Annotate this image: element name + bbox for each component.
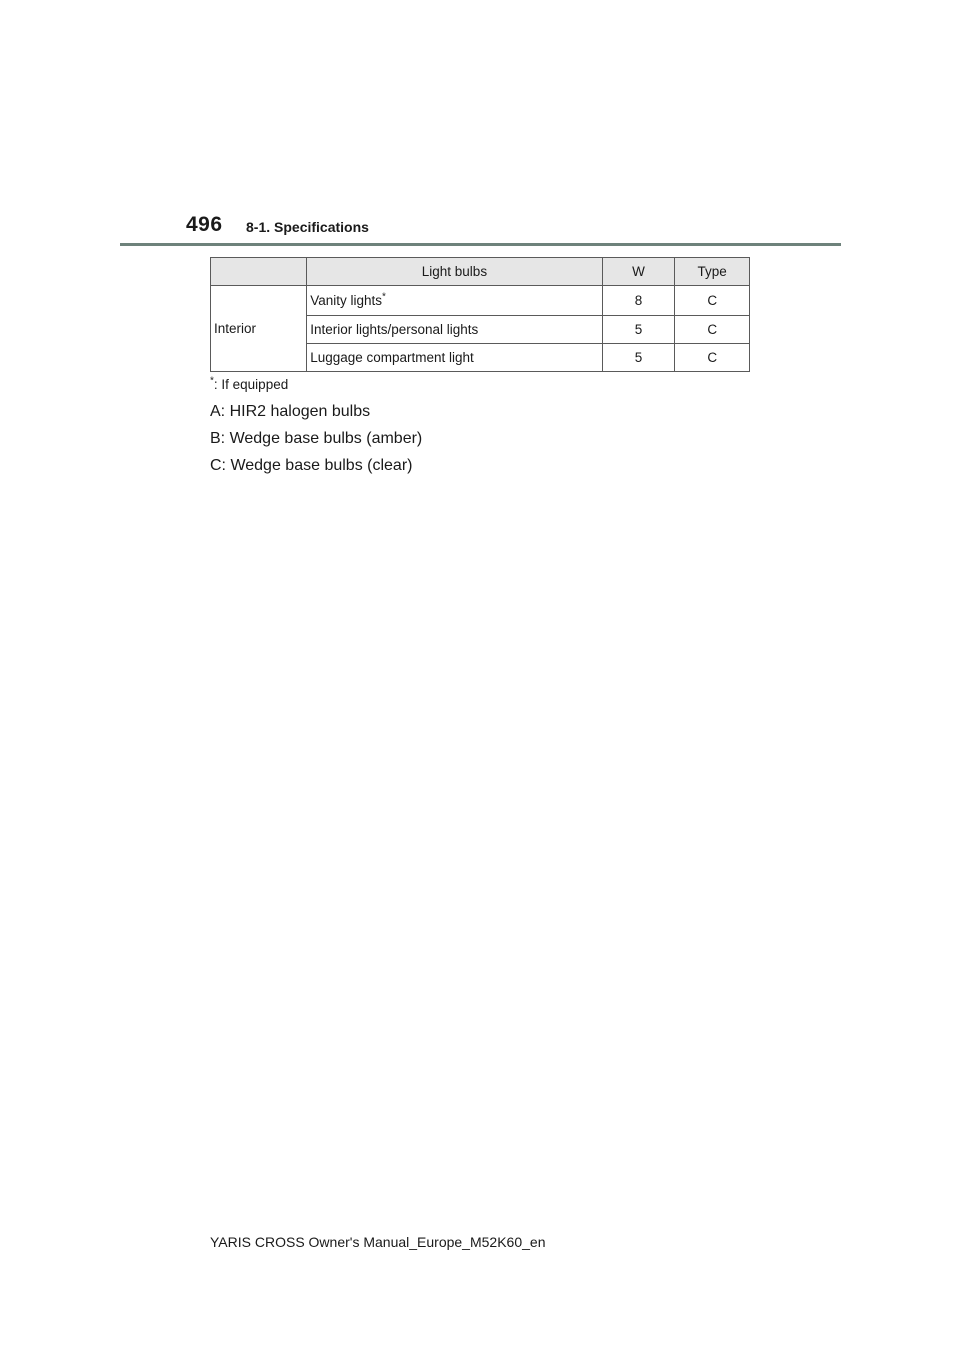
watts-cell: 5 [602,316,675,344]
type-cell: C [675,286,750,316]
bulb-name-cell: Interior lights/personal lights [307,316,602,344]
table-header-row [211,258,750,286]
bulb-name: Vanity lights [310,293,382,308]
bulb-name-cell [307,286,602,316]
type-cell: C [675,344,750,372]
section-title: 8-1. Specifications [246,219,369,235]
header-divider [120,243,841,246]
page-number: 496 [186,213,223,236]
watts-cell: 8 [602,286,675,316]
watts-cell: 5 [602,344,675,372]
footnote [210,377,288,392]
light-bulbs-table [210,257,750,372]
legend-item-a: A: HIR2 halogen bulbs [210,403,371,420]
bulb-name-cell: Luggage compartment light [307,344,602,372]
column-header-light-bulbs: Light bulbs [307,258,602,286]
legend-item-c: C: Wedge base bulbs (clear) [210,457,413,474]
page-footer: YARIS CROSS Owner's Manual_Europe_M52K60_en [210,1234,546,1250]
table-row [211,286,750,316]
footnote-text: : If equipped [213,377,289,392]
column-header-type: Type [675,258,750,286]
footnote-marker: * [382,291,386,303]
type-cell: C [675,316,750,344]
column-header-watts: W [602,258,675,286]
legend-item-b: B: Wedge base bulbs (amber) [210,430,423,447]
column-header-group [211,258,307,286]
footnote-marker: * [210,375,214,387]
row-group-interior: Interior [211,286,307,372]
